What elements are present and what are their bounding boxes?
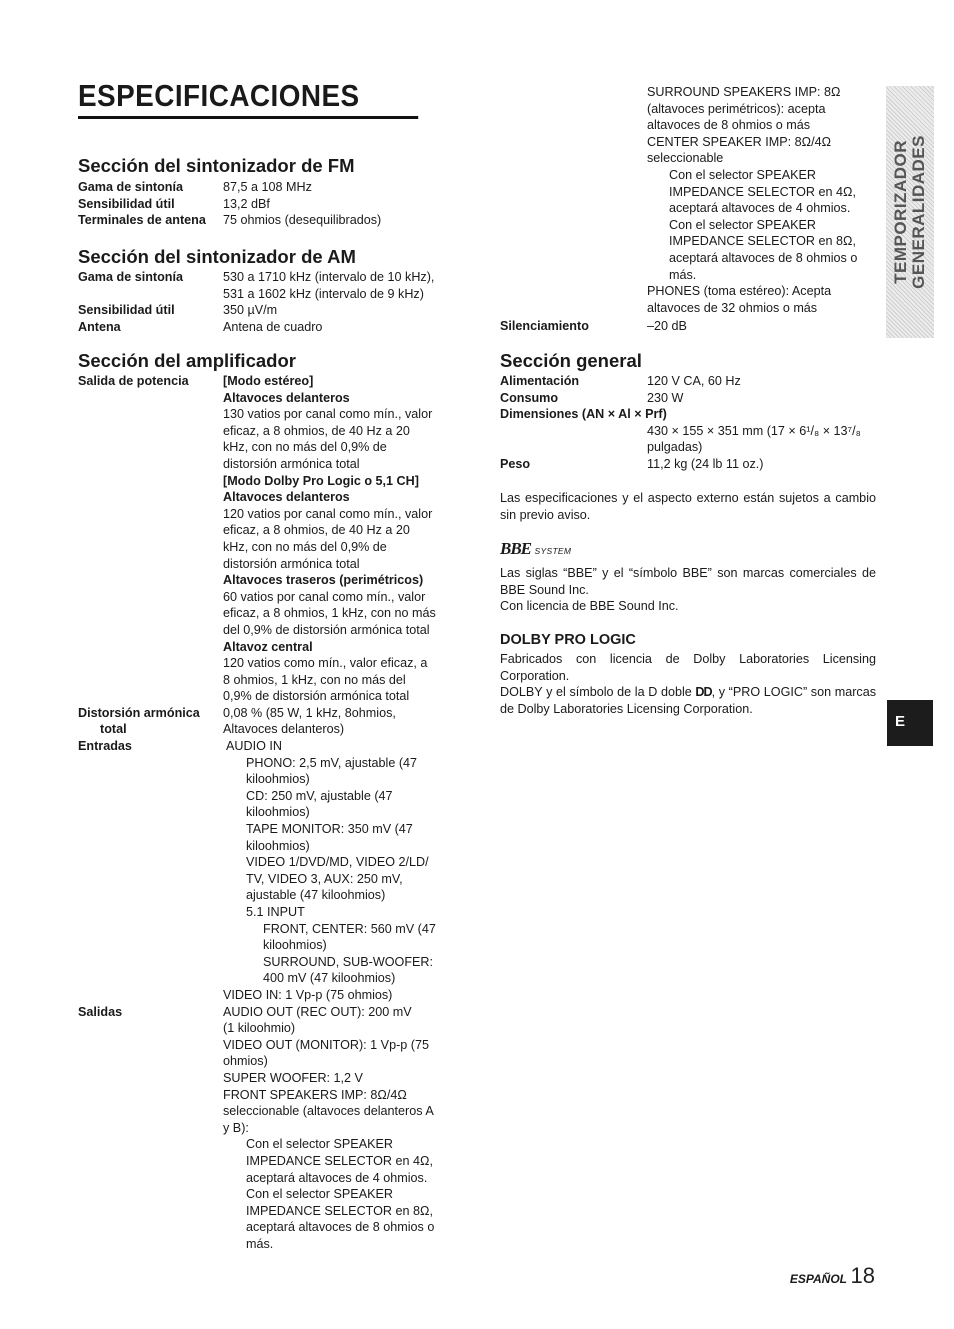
amp-rear-label: Altavoces traseros (perimétricos) [223,573,424,588]
right-output-line: CENTER SPEAKER IMP: 8Ω/4Ω [647,134,831,149]
amp-dolby-front-line-1: 120 vatios por canal como mín., valor [223,506,433,521]
am-sensitivity-label: Sensibilidad útil [78,303,175,318]
amp-thd-line-2: Altavoces delanteros) [223,722,345,737]
amp-center-line-3: 0,9% de distorsión armónica total [223,689,410,704]
amp-center-label: Altavoz central [223,639,313,654]
right-phones-line-1: PHONES (toma estéreo): Acepta [647,284,832,299]
general-weight-row [500,456,880,473]
right-outputs-continued [647,84,882,316]
amp-stereo-line-2: eficaz, a 8 ohmios, de 40 Hz a 20 [223,423,410,438]
am-row-sensitivity [78,302,458,319]
amp-input-line: kiloohmios) [246,838,310,853]
amp-output-sub-line: Con el selector SPEAKER [246,1187,393,1202]
am-range-line-2: 531 a 1602 kHz (intervalo de 9 kHz) [223,286,424,301]
amp-output-sub-line: aceptará altavoces de 4 ohmios. [246,1170,428,1185]
amp-outputs-row [78,1004,458,1253]
amp-stereo-line-3: kHz, con no más del 0,9% de [223,440,387,455]
amp-stereo-front-label: Altavoces delanteros [223,390,350,405]
language-tab-letter: E [895,713,906,730]
right-output-sub-line: aceptará altavoces de 4 ohmios. [669,201,851,216]
amp-spec-block [78,373,458,1252]
amp-input-line: TAPE MONITOR: 350 mV (47 [246,822,413,837]
right-output-sub-line: más. [669,267,697,282]
chapter-side-tab [886,86,934,338]
amp-rear-line-3: del 0,9% de distorsión armónica total [223,622,430,637]
muting-row [500,318,880,335]
amp-rear-line-1: 60 vatios por canal como mín., valor [223,589,426,604]
amp-section-heading: Sección del amplificador [78,350,296,371]
am-row-antenna [78,319,458,336]
amp-stereo-line-4: distorsión armónica total [223,456,360,471]
amp-input-line: VIDEO 1/DVD/MD, VIDEO 2/LD/ [246,855,429,870]
dolby-trademark-part-1: DOLBY y el símbolo de la D doble [500,685,692,699]
amp-output-sub-line: IMPEDANCE SELECTOR en 8Ω, [246,1203,433,1218]
amp-output-line: seleccionable (altavoces delanteros A [223,1104,434,1119]
amp-video-in: VIDEO IN: 1 Vp-p (75 ohmios) [223,987,393,1002]
fm-row-antenna [78,212,458,229]
amp-input51-line: FRONT, CENTER: 560 mV (47 [263,921,436,936]
general-consumption-label: Consumo [500,390,559,405]
amp-dolby-front-label: Altavoces delanteros [223,490,350,505]
am-section-heading: Sección del sintonizador de AM [78,246,356,267]
am-row-range [78,269,458,302]
right-output-line: (altavoces perimétricos): acepta [647,101,826,116]
amp-output-line: FRONT SPEAKERS IMP: 8Ω/4Ω [223,1087,407,1102]
change-notice: Las especificaciones y el aspecto externo están sujetos a cambio sin previo aviso. [500,491,876,522]
bbe-license-text: Con licencia de BBE Sound Inc. [500,599,679,613]
fm-section-heading: Sección del sintonizador de FM [78,155,355,176]
amp-audio-in: AUDIO IN [226,739,282,754]
am-antenna-value: Antena de cuadro [223,319,323,334]
amp-inputs-value [223,738,458,1004]
general-dims-label: Dimensiones (AN × Al × Prf) [500,407,667,422]
amp-stereo-line-1: 130 vatios por canal como mín., valor [223,407,433,422]
am-range-value [223,269,458,302]
amp-center-line-2: 8 ohmios, 1 kHz, con no más del [223,672,406,687]
fm-sensitivity-value: 13,2 dBf [223,196,270,211]
amp-center-line-1: 120 vatios como mín., valor eficaz, a [223,656,428,671]
page-title: ESPECIFICACIONES [78,78,418,119]
fm-spec-table [78,179,458,229]
general-weight-label: Peso [500,456,531,471]
general-dims-value [500,423,880,456]
amp-input-line: ajustable (47 kiloohmios) [246,888,386,903]
fm-antenna-value: 75 ohmios (desequilibrados) [223,213,382,228]
general-section-heading: Sección general [500,350,642,371]
amp-stereo-mode: [Modo estéreo] [223,374,314,388]
right-output-line: SURROUND SPEAKERS IMP: 8Ω [647,85,841,99]
dolby-trademark-text [500,684,876,717]
amp-thd-row [78,705,458,738]
right-phones-line-2: altavoces de 32 ohmios o más [647,300,818,315]
amp-outputs-value [223,1004,458,1253]
fm-sensitivity-label: Sensibilidad útil [78,196,175,211]
amp-input-line: kiloohmios) [246,805,310,820]
am-range-label: Gama de sintonía [78,270,183,284]
general-dims-line-1: 430 × 155 × 351 mm (17 × 6¹/₈ × 13⁷/₈ [647,423,861,438]
amp-inputs-list [223,755,458,987]
page-footer [789,1263,875,1288]
muting-value: –20 dB [647,319,687,333]
fm-row-sensitivity [78,196,458,213]
general-consumption-value: 230 W [647,390,684,405]
amp-thd-label [78,705,223,738]
amp-thd-label-line-1: Distorsión armónica [78,705,200,720]
amp-output-sub-line: aceptará altavoces de 8 ohmios o [246,1220,435,1235]
right-output-sub-list [647,167,882,283]
amp-outputs-sub-list [223,1136,458,1252]
amp-dolby-front-line-3: kHz, con no más del 0,9% de [223,539,387,554]
fm-antenna-label: Terminales de antena [78,213,206,228]
fm-range-value: 87,5 a 108 MHz [223,180,312,194]
bbe-logo-block [500,541,571,560]
fm-row-range [78,179,458,196]
dolby-license-text: Fabricados con licencia de Dolby Laboratories Licensing Corporation. [500,652,876,683]
amp-output-sub-line: IMPEDANCE SELECTOR en 4Ω, [246,1153,433,1168]
amp-input-line: CD: 250 mV, ajustable (47 [246,788,393,803]
amp-output-line: VIDEO OUT (MONITOR): 1 Vp-p (75 [223,1037,429,1052]
amp-output-line: ohmios) [223,1054,268,1069]
muting-label: Silenciamiento [500,319,589,333]
right-output-sub-line: IMPEDANCE SELECTOR en 4Ω, [669,184,856,199]
amp-power-value [223,373,458,705]
language-tab [887,700,933,746]
amp-output-line: AUDIO OUT (REC OUT): 200 mV [223,1004,412,1019]
am-sensitivity-value: 350 µV/m [223,303,278,318]
general-power-row [500,373,880,390]
amp-thd-value [223,705,458,738]
general-spec-table [500,373,880,473]
side-tab-labels [886,86,934,338]
amp-power-row [78,373,458,705]
am-range-line-1: 530 a 1710 kHz (intervalo de 10 kHz), [223,270,435,284]
amp-input-line: PHONO: 2,5 mV, ajustable (47 [246,755,418,770]
amp-input51-line: 400 mV (47 kiloohmios) [263,971,396,986]
general-consumption-row [500,390,880,407]
side-tab-label-2: GENERALIDADES [909,135,928,289]
amp-outputs-label: Salidas [78,1004,123,1019]
footer-language: ESPAÑOL [789,1272,848,1286]
right-output-sub-line: Con el selector SPEAKER [669,217,816,232]
fm-range-label: Gama de sintonía [78,180,183,194]
general-dims-line-2: pulgadas) [647,440,703,455]
general-power-label: Alimentación [500,374,580,388]
side-tab-label-1: TEMPORIZADOR [891,140,910,284]
bbe-logo: BBE [500,539,532,558]
bbe-system-label: SYSTEM [534,546,572,556]
amp-output-line: SUPER WOOFER: 1,2 V [223,1070,363,1085]
am-spec-table [78,269,458,335]
amp-input51-list [246,921,458,987]
right-output-sub-line: Con el selector SPEAKER [669,167,816,182]
am-antenna-label: Antena [78,319,121,334]
amp-input-line: kiloohmios) [246,772,310,787]
amp-input-line: 5.1 INPUT [246,905,305,919]
double-d-icon: DD [695,685,712,699]
dolby-heading: DOLBY PRO LOGIC [500,632,636,648]
right-output-line: seleccionable [647,151,724,166]
dolby-trademark-part-2: , y “PRO LOGIC” son marcas de Dolby Laboratories Licensing Corporation. [500,685,877,716]
amp-output-line: (1 kiloohmio) [223,1021,296,1036]
amp-dolby-front-line-2: eficaz, a 8 ohmios, de 40 Hz a 20 [223,523,410,538]
amp-input51-line: kiloohmios) [263,938,327,953]
right-output-sub-line: IMPEDANCE SELECTOR en 8Ω, [669,234,856,249]
general-weight-value: 11,2 kg (24 lb 11 oz.) [647,456,764,471]
amp-rear-line-2: eficaz, a 8 ohmios, 1 kHz, con no más [223,606,436,621]
bbe-trademark-text: Las siglas “BBE” y el “símbolo BBE” son marcas comerciales de BBE Sound Inc. [500,566,876,597]
amp-inputs-label: Entradas [78,739,132,754]
amp-input-line: TV, VIDEO 3, AUX: 250 mV, [246,871,403,886]
page-number: 18 [850,1263,875,1288]
amp-input51-line: SURROUND, SUB-WOOFER: [263,954,434,969]
amp-output-sub-line: más. [246,1236,274,1251]
amp-dolby-mode: [Modo Dolby Pro Logic o 5,1 CH] [223,473,419,488]
amp-thd-label-line-2: total [100,722,127,737]
general-power-value: 120 V CA, 60 Hz [647,374,741,388]
amp-inputs-row [78,738,458,1004]
right-output-sub-line: aceptará altavoces de 8 ohmios o [669,250,858,265]
amp-output-sub-line: Con el selector SPEAKER [246,1137,393,1152]
amp-output-line: y B): [223,1120,249,1135]
amp-thd-line-1: 0,08 % (85 W, 1 kHz, 8ohmios, [223,705,396,720]
amp-power-label: Salida de potencia [78,374,189,388]
right-output-line: altavoces de 8 ohmios o más [647,118,811,133]
amp-dolby-front-line-4: distorsión armónica total [223,556,360,571]
